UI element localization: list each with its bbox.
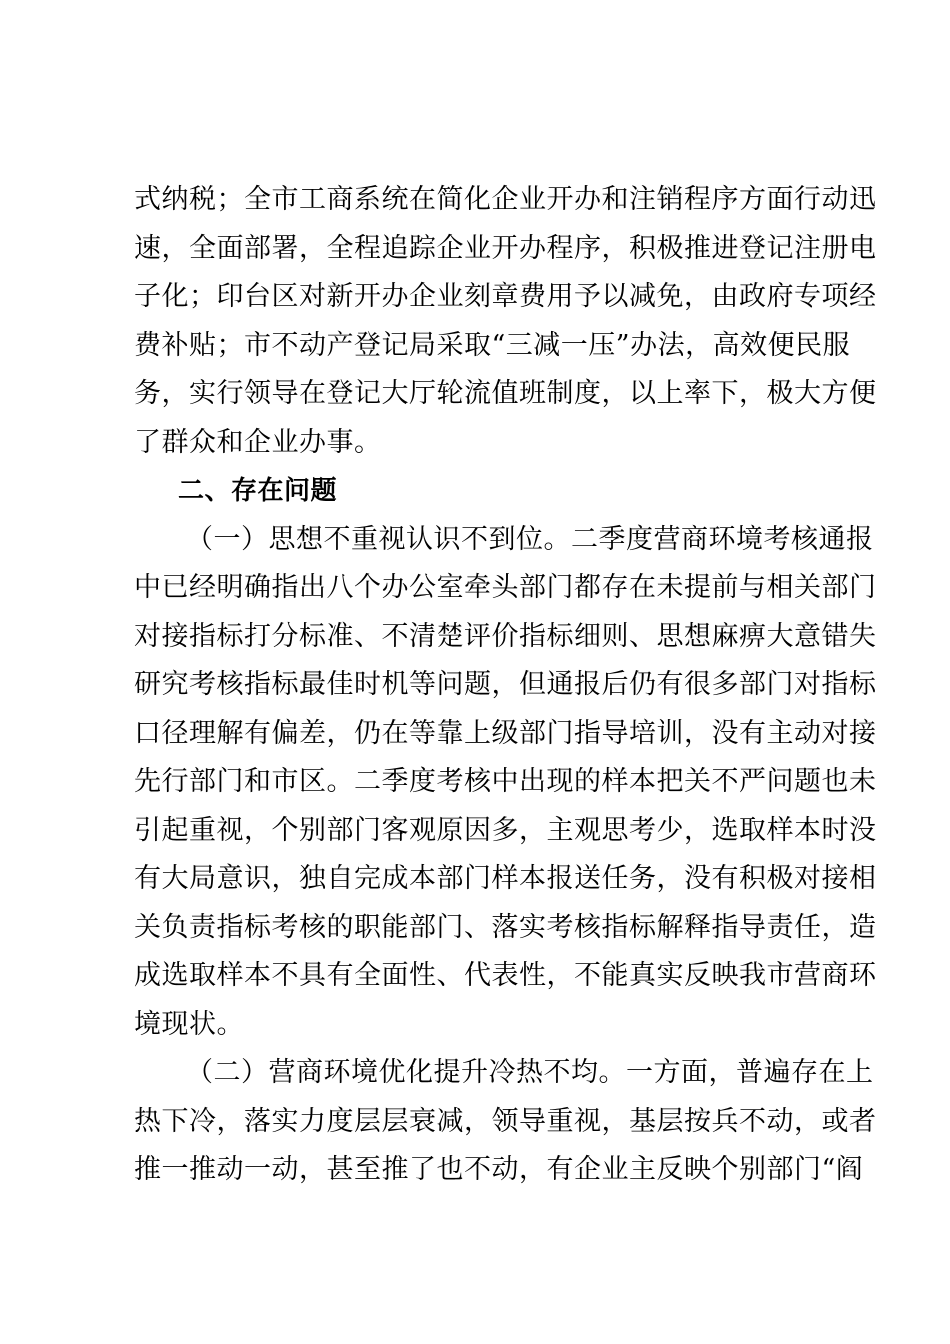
paragraph-line: 对接指标打分标准、不清楚评价指标细则、思想麻痹大意错失 <box>134 620 877 652</box>
paragraph-line: 推一推动一动，甚至推了也不动，有企业主反映个别部门“阎 <box>134 1154 864 1185</box>
paragraph-line: 了群众和企业办事。 <box>134 426 382 458</box>
paragraph-3 <box>134 1049 877 1195</box>
paragraph-line: 有大局意识，独自完成本部门样本报送任务，没有积极对接相 <box>134 863 877 894</box>
paragraph-line: 子化；印台区对新开办企业刻章费用予以减免，由政府专项经 <box>134 281 877 312</box>
paragraph-line: （一）思想不重视认识不到位。二季度营商环境考核通报 <box>186 523 874 555</box>
paragraph-line: 研究考核指标最佳时机等问题，但通报后仍有很多部门对指标 <box>134 669 877 700</box>
section-heading: 二、存在问题 <box>178 476 338 506</box>
paragraph-line: 费补贴；市不动产登记局采取“三减一压”办法，高效便民服 <box>134 329 851 361</box>
paragraph-line: 式纳税；全市工商系统在简化企业开办和注销程序方面行动迅 <box>134 184 877 215</box>
paragraph-line: 引起重视，个别部门客观原因多，主观思考少，选取样本时没 <box>134 814 877 846</box>
paragraph-line: 境现状。 <box>134 1008 244 1040</box>
paragraph-line: 速，全面部署，全程追踪企业开办程序，积极推进登记注册电 <box>134 232 877 264</box>
paragraph-line: 成选取样本不具有全面性、代表性，不能真实反映我市营商环 <box>134 960 877 991</box>
paragraph-line: 关负责指标考核的职能部门、落实考核指标解释指导责任，造 <box>134 911 877 943</box>
paragraph-line: 务，实行领导在登记大厅轮流值班制度，以上率下，极大方便 <box>134 378 877 409</box>
paragraph-line: 先行部门和市区。二季度考核中出现的样本把关不严问题也未 <box>134 766 877 797</box>
paragraph-1 <box>134 176 877 467</box>
paragraph-2 <box>134 516 877 1050</box>
paragraph-line: 热下冷，落实力度层层衰减，领导重视，基层按兵不动，或者 <box>134 1105 877 1137</box>
paragraph-line: 口径理解有偏差，仍在等靠上级部门指导培训，没有主动对接 <box>134 717 877 749</box>
paragraph-line: （二）营商环境优化提升冷热不均。一方面，普遍存在上 <box>186 1057 874 1088</box>
document-body <box>134 176 877 1195</box>
paragraph-line: 中已经明确指出八个办公室牵头部门都存在未提前与相关部门 <box>134 572 877 603</box>
